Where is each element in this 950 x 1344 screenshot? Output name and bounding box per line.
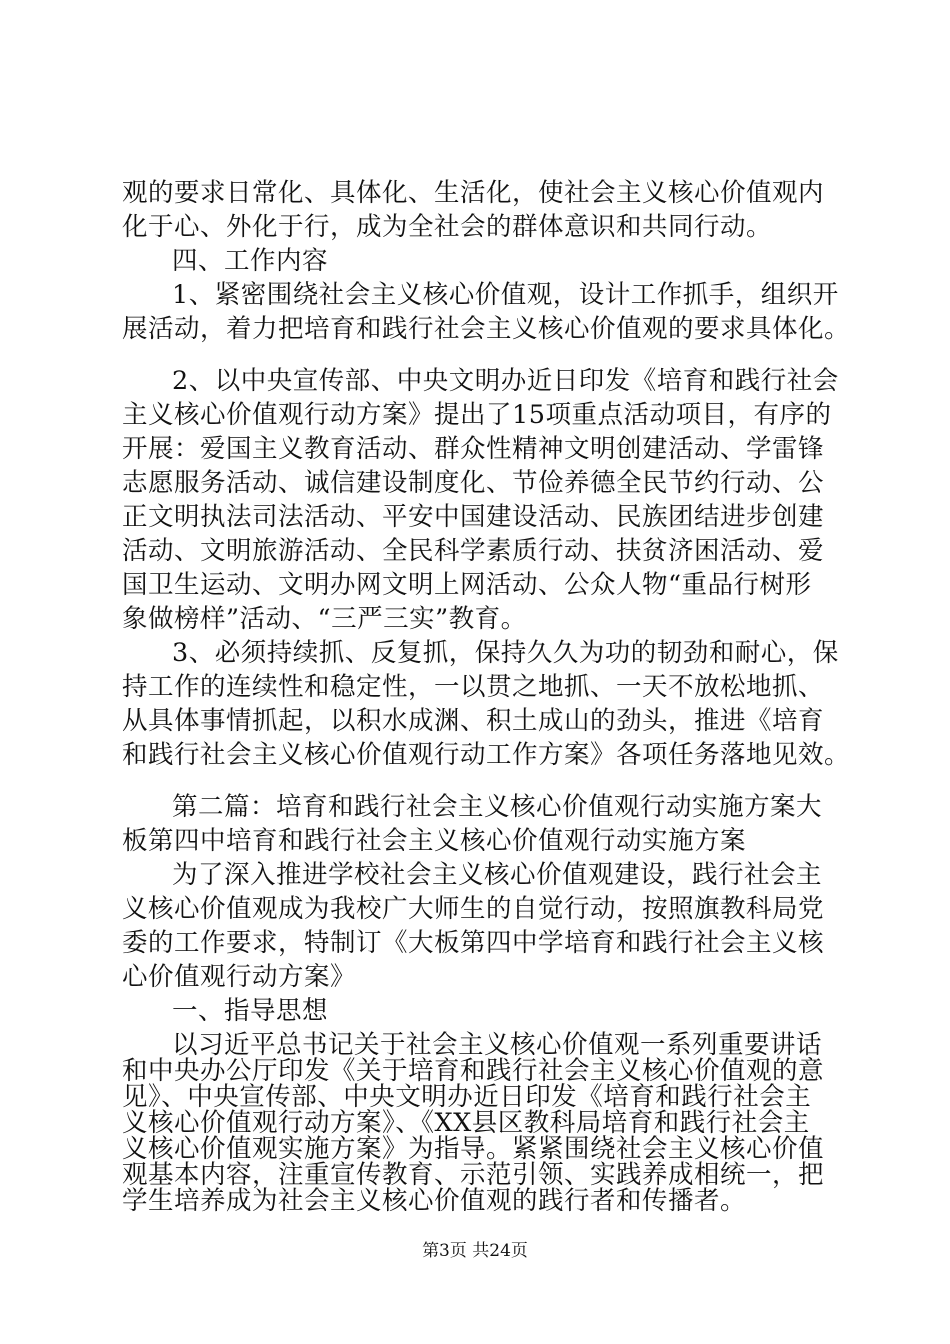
paragraph-line: 化于心、外化于行，成为全社会的群体意识和共同行动。	[122, 212, 773, 242]
chapter-title: 第二篇：培育和践行社会主义核心价值观行动实施方案大	[172, 792, 823, 822]
list-item-line: 持工作的连续性和稳定性，一以贯之地抓、一天不放松地抓、	[122, 672, 825, 702]
list-item-line: 从具体事情抓起，以积水成渊、积土成山的劲头，推进《培育	[122, 706, 825, 736]
list-item-line: 开展：爱国主义教育活动、群众性精神文明创建活动、学雷锋	[122, 434, 825, 464]
section-heading: 一、指导思想	[172, 996, 329, 1026]
paragraph-line: 义核心价值观行动方案》、《XX县区教科局培育和践行社会主	[122, 1108, 810, 1138]
list-item-line: 3、必须持续抓、反复抓，保持久久为功的韧劲和耐心，保	[172, 638, 839, 668]
list-item-line: 展活动，着力把培育和践行社会主义核心价值观的要求具体化。	[122, 314, 851, 344]
section-heading: 四、工作内容	[172, 246, 329, 276]
paragraph-line: 和中央办公厅印发《关于培育和践行社会主义核心价值观的意	[122, 1056, 825, 1086]
list-item-line: 活动、文明旅游活动、全民科学素质行动、扶贫济困活动、爱	[122, 536, 825, 566]
chapter-title: 板第四中培育和践行社会主义核心价值观行动实施方案	[122, 826, 747, 856]
paragraph-line: 心价值观行动方案》	[122, 962, 357, 992]
list-item-line: 主义核心价值观行动方案》提出了15项重点活动项目，有序的	[122, 400, 832, 430]
paragraph-line: 观基本内容，注重宣传教育、示范引领、实践养成相统一，把	[122, 1160, 825, 1190]
paragraph-line: 义核心价值观实施方案》为指导。紧紧围绕社会主义核心价值	[122, 1134, 825, 1164]
paragraph-line: 学生培养成为社会主义核心价值观的践行者和传播者。	[122, 1186, 747, 1216]
list-item-line: 2、以中央宣传部、中央文明办近日印发《培育和践行社会	[172, 366, 839, 396]
list-item-line: 1、紧密围绕社会主义核心价值观，设计工作抓手，组织开	[172, 280, 839, 310]
paragraph-line: 委的工作要求，特制订《大板第四中学培育和践行社会主义核	[122, 928, 825, 958]
paragraph-line: 见》、中央宣传部、中央文明办近日印发《培育和践行社会主	[122, 1082, 812, 1112]
list-item-line: 志愿服务活动、诚信建设制度化、节俭养德全民节约行动、公	[122, 468, 825, 498]
paragraph-line: 义核心价值观成为我校广大师生的自觉行动，按照旗教科局党	[122, 894, 825, 924]
paragraph-line: 为了深入推进学校社会主义核心价值观建设，践行社会主	[172, 860, 823, 890]
list-item-line: 和践行社会主义核心价值观行动工作方案》各项任务落地见效。	[122, 740, 851, 770]
paragraph-line: 以习近平总书记关于社会主义核心价值观一系列重要讲话	[172, 1030, 823, 1060]
page-number-footer: 第3页 共24页	[422, 1241, 528, 1261]
paragraph-line: 观的要求日常化、具体化、生活化，使社会主义核心价值观内	[122, 178, 825, 208]
list-item-line: 正文明执法司法活动、平安中国建设活动、民族团结进步创建	[122, 502, 825, 532]
list-item-line: 象做榜样”活动、“三严三实”教育。	[122, 604, 527, 634]
list-item-line: 国卫生运动、文明办网文明上网活动、公众人物“重品行树形	[122, 570, 812, 600]
